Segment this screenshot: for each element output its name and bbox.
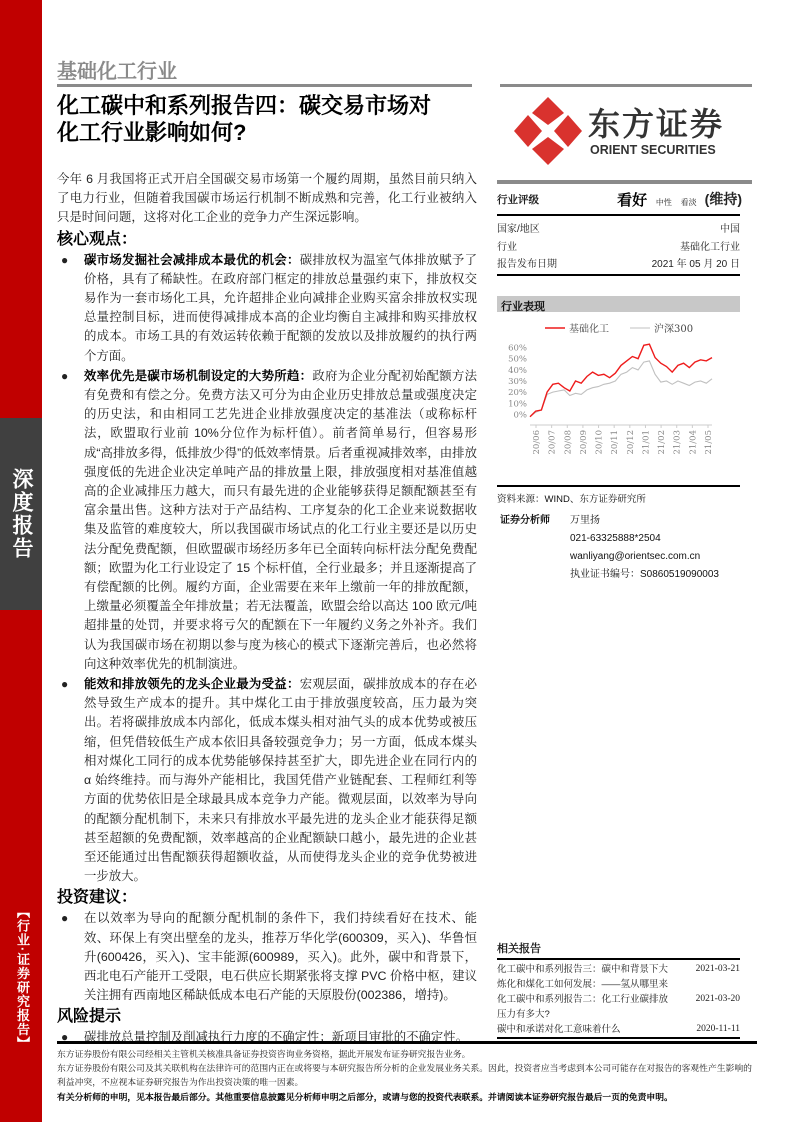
- info-key: 国家/地区: [497, 224, 540, 236]
- y-tick-label: 30%: [508, 377, 527, 387]
- x-tick-label: 20/11: [610, 430, 621, 455]
- risk-text: 碳排放总量控制及削减执行力度的不确定性；新项目审批的不确定性。: [84, 1030, 469, 1045]
- risk-heading: 风险提示: [57, 1008, 122, 1026]
- footer-line: 东方证券股份有限公司及其关联机构在法律许可的范围内正在或将要与本研究报告所分析的企业发展业务关系。因此，投资者应当考虑到本公司可能存在对报告的客观性产生影响的利益冲突，不应视本证券研究报告为作出投资决策的唯一因素。: [57, 1063, 752, 1088]
- core-point: [57, 675, 477, 886]
- info-value: 2021 年 05 月 20 日: [651, 259, 740, 271]
- y-tick-label: 20%: [508, 388, 527, 399]
- x-tick-label: 20/09: [578, 430, 589, 455]
- analyst-name: 万里扬: [570, 515, 600, 526]
- intro-paragraph: 今年 6 月我国将正式开启全国碳交易市场第一个履约周期，虽然目前只纳入了电力行业，但随着我国碳市场运行机制不断成熟和完善，化工行业被纳入只是时间问题，这将对化工企业的竞争力产生深远影响。: [57, 172, 477, 225]
- info-key: 行业: [497, 241, 517, 253]
- chart-source: 资料来源：WIND、东方证券研究所: [497, 485, 740, 505]
- info-key: 报告发布日期: [497, 259, 557, 271]
- vertical-tag: 【行业·证券研究报告】: [15, 905, 30, 1051]
- performance-chart: [500, 318, 745, 478]
- core-point: [57, 367, 477, 674]
- rating-option: 看淡: [680, 197, 697, 207]
- rating-status: (维持): [704, 191, 742, 207]
- footer-line: 东方证券股份有限公司经相关主管机关核准具备证券投资咨询业务资格，据此开展发布证券研究报告业务。: [57, 1049, 471, 1059]
- series-line-primary: [530, 344, 712, 417]
- header-divider-right: [500, 84, 752, 87]
- info-row: [497, 237, 740, 255]
- y-tick-label: 60%: [508, 343, 527, 354]
- y-tick-label: 0%: [513, 410, 527, 421]
- analyst-cert: 执业证书编号：S0860519090003: [570, 569, 719, 580]
- footer-line-bold: 有关分析师的申明，见本报告最后部分。其他重要信息披露见分析师申明之后部分，或请与您的投资代表联系。并请阅读本证券研究报告最后一页的免责申明。: [57, 1091, 673, 1102]
- rating-panel: [497, 182, 752, 276]
- report-type-label: 深度报告: [0, 418, 42, 610]
- invest-heading: 投资建议：: [57, 889, 138, 907]
- x-tick-label: 21/02: [657, 430, 668, 455]
- core-heading: 核心观点：: [57, 230, 138, 248]
- x-tick-label: 21/01: [641, 430, 652, 455]
- rating-label: 行业评级: [497, 193, 539, 206]
- x-tick-label: 21/04: [688, 430, 699, 455]
- x-tick-label: 20/08: [563, 430, 574, 455]
- series-line-benchmark: [530, 361, 712, 417]
- analyst-email[interactable]: wanliyang@orientsec.com.cn: [570, 551, 701, 562]
- info-value: 基础化工行业: [680, 241, 740, 253]
- related-reports: [497, 940, 740, 1039]
- sector-label: 基础化工行业: [57, 61, 177, 83]
- analyst-phone: 021-63325888*2504: [570, 533, 661, 544]
- y-tick-label: 40%: [508, 365, 527, 376]
- y-tick-label: 10%: [508, 399, 527, 410]
- core-point-lead: 能效和排放领先的龙头企业最为受益：: [84, 677, 300, 692]
- legend-label: 沪深300: [654, 324, 694, 335]
- bullet-icon: ●: [61, 368, 69, 383]
- logo-mark-icon: [512, 95, 584, 167]
- x-tick-label: 21/03: [672, 430, 683, 455]
- core-point-text: 宏观层面，碳排放成本的存在必然导致生产成本的提升。其中煤化工由于排放强度较高，压力最为突出。若将碳排放成本内部化，低成本煤头相对油气头的成本优势或被压缩，但凭借较低生产成本依旧具备较强竞争力；另一方面，低成本煤头相对煤化工同行的成本优势能够保持甚至扩大，即先进企业在同行内的 α 始终维持。而与海外产能相比，我国凭借产业链配套、工程师红利等方面的优势依旧是全球最具成本竞争力产能。微观层面，以效率为导向的配额分配机制下，未来只有排放水平最先进的龙头企业才能获得足额甚至超额的免费配额，效率越高的企业配额缺口越小，最先进的企业甚至还能通过出售配额获得超额收益，从而使得龙头企业的竞争优势被进一步放大。: [84, 677, 478, 884]
- core-point: [57, 251, 477, 366]
- invest-point: [57, 909, 477, 1005]
- orient-securities-logo: [512, 95, 752, 167]
- info-value: 中国: [720, 224, 740, 236]
- rating-option: 中性: [655, 197, 672, 207]
- bullet-icon: ●: [61, 1030, 69, 1045]
- related-title: 化工碳中和系列报告三：碳中和背景下大炼化和煤化工如何发展：——氢从哪里来: [497, 964, 669, 990]
- x-tick-label: 20/12: [625, 430, 636, 455]
- related-date: 2020-11-11: [696, 1024, 740, 1034]
- x-tick-label: 20/06: [532, 430, 542, 455]
- related-date: 2021-03-21: [695, 964, 740, 974]
- analyst-label: 证券分析师: [500, 515, 550, 526]
- info-row: [497, 254, 740, 272]
- analyst-block: [497, 512, 719, 584]
- title-line-2: 化工行业影响如何?: [57, 120, 247, 145]
- title-line-1: 化工碳中和系列报告四：碳交易市场对: [57, 93, 432, 118]
- rating-selected: 看好: [617, 191, 648, 209]
- divider: [497, 214, 740, 216]
- related-heading: 相关报告: [497, 940, 740, 960]
- bullet-icon: ●: [61, 677, 69, 692]
- x-tick-label: 21/05: [704, 430, 714, 455]
- related-date: 2021-03-20: [695, 994, 740, 1004]
- core-point-lead: 碳市场发掘社会减排成本最优的机会：: [84, 252, 300, 267]
- core-point-lead: 效率优先是碳市场机制设定的大势所趋：: [84, 368, 313, 383]
- performance-title: 行业表现: [497, 296, 740, 312]
- core-point-text: 碳排放权为温室气体排放赋予了价格，具有了稀缺性。在政府部门框定的排放总量强约束下，排放权交易作为一套市场化工具，允许超排企业向减排企业购买富余排放权实现总量控制目标，进而使得减排成本高的企业均衡自主减排和购买排放权的成本。市场工具的有效运转依赖于配额的发放以及排放履约的执行两个方面。: [84, 252, 478, 363]
- related-item[interactable]: [497, 992, 740, 1022]
- invest-text: 在以效率为导向的配额分配机制的条件下，我们持续看好在技术、能效、环保上有突出壁垒的龙头，推荐万华化学(600309，买入)、华鲁恒升(600426，买入)、宝丰能源(600989，买入)。此外，碳中和背景下，西北电石产能开工受限，电石供应长期紧张将支撑 PVC 价格中枢，建议关注拥有西南地区稀缺低成本电石产能的天原股份(002386，增持)。: [84, 911, 477, 1003]
- report-body: [57, 170, 477, 1049]
- bullet-icon: ●: [61, 252, 69, 267]
- related-item[interactable]: [497, 962, 740, 992]
- info-row: [497, 219, 740, 237]
- divider: [497, 274, 740, 276]
- x-tick-label: 20/07: [547, 430, 558, 455]
- rating-row: [497, 184, 752, 214]
- logo-name-en: ORIENT SECURITIES: [590, 143, 716, 157]
- core-point-text: 政府为企业分配初始配额方法有免费和有偿之分。免费方法又可分为由企业历史排放总量或强度决定的历史法，和由相同工艺先进企业排放强度决定的基准法（或称标杆法，欧盟取行业前 10%分位作为标杆值）。前者简单易行，但容易形成“高排放多得，低排放少得”的低效率情景。后者重视减排效率，由排放强度低的先进企业决定单吨产品的排放量上限，排放强度相对基准值越高的企业减排压力越大，而只有最先进的企业能够获得足额配额甚至有富余量出售。这种方法对于产品结构、工序复杂的化工企业来说数据收集及监管的难度较大，所以我国碳市场试点的化工行业主要还是以历史法分配免费配额，但欧盟碳市场经历多年已全面转向标杆法分配免费配额；欧盟为化工行业设定了 15 个标杆值，全行业最多；并且逐渐提高了有偿配额的比例。履约方面，企业需要在来年上缴前一年的排放配额，上缴量必须覆盖全年排放量；若无法覆盖，欧盟会给以高达 100 欧元/吨超排量的处罚，并要求将亏欠的配额在下一年履约义务之外补齐。我们认为我国碳市场在初期以参与度为核心的模式下逐渐完善后，也必然将向这种效率优先的机制演进。: [84, 368, 478, 671]
- related-title: 碳中和承诺对化工意味着什么: [497, 1024, 621, 1035]
- report-title: [57, 92, 477, 146]
- related-item[interactable]: [497, 1022, 740, 1039]
- disclaimer-footer: [57, 1041, 757, 1104]
- header-divider: [57, 84, 472, 87]
- legend-label: 基础化工: [569, 324, 609, 335]
- bullet-icon: ●: [61, 911, 69, 926]
- related-title: 化工碳中和系列报告二：化工行业碳排放压力有多大?: [497, 994, 669, 1020]
- x-tick-label: 20/10: [594, 430, 605, 455]
- y-tick-label: 50%: [508, 354, 527, 365]
- logo-name-cn: 东方证券: [588, 106, 725, 142]
